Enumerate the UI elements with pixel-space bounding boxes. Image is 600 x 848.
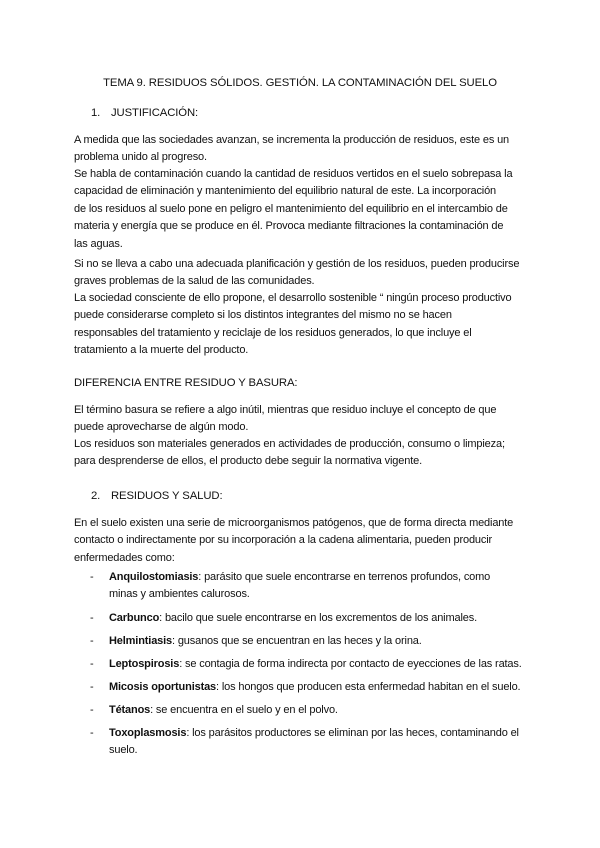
text-line: capacidad de eliminación y mantenimiento del equilibrio natural de este. La incorporación [74, 185, 497, 198]
disease-term: Anquilostomiasis [109, 571, 199, 583]
text-line: contacto o indirectamente por su incorporación a la cadena alimentaria, pueden producir [74, 534, 493, 547]
disease-description: : gusanos que se encuentran en las heces y la orina. [172, 635, 422, 647]
list-item-content [109, 569, 539, 604]
text-line: El término basura se refiere a algo inútil, mientras que residuo incluye el concepto de que [74, 404, 497, 416]
difference-paragraph-1 [74, 402, 534, 437]
bullet-dash: - [90, 612, 94, 624]
list-item-content [109, 633, 539, 650]
bullet-dash: - [90, 727, 94, 739]
text-line [109, 656, 539, 673]
disease-description: : los hongos que producen esta enfermedad habitan en el suelo. [216, 681, 521, 693]
disease-term: Carbunco [109, 612, 160, 624]
text-line: puede considerarse completo si los distintos integrantes del mismo no se hacen [74, 309, 452, 322]
text-line: materia y energía que se produce en él. Provoca mediante filtraciones la contaminación de [74, 220, 504, 233]
disease-description: : los parásitos productores se eliminan por las heces, contaminando el [186, 727, 519, 739]
text-line [109, 725, 539, 742]
text-line: responsables del tratamiento y reciclaje de los residuos generados, lo que incluye el [74, 326, 472, 339]
text-line [109, 702, 539, 719]
text-line: puede aprovecharse de algún modo. [74, 421, 249, 434]
text-line: problema unido al progreso. [74, 151, 207, 164]
text-line: tratamiento a la muerte del producto. [74, 344, 249, 357]
text-line: de los residuos al suelo pone en peligro el mantenimiento del equilibrio en el intercambio de [74, 202, 508, 215]
disease-term: Micosis oportunistas [109, 681, 217, 693]
disease-term: Leptospirosis [109, 658, 180, 670]
health-intro-paragraph [74, 515, 534, 567]
section-2-heading [91, 490, 223, 502]
text-line: suelo. [109, 744, 138, 757]
section-1-heading [91, 107, 198, 119]
section-2-number: 2. [91, 490, 101, 502]
text-line: En el suelo existen una serie de microorganismos patógenos, que de forma directa mediante [74, 517, 514, 529]
document-title: TEMA 9. RESIDUOS SÓLIDOS. GESTIÓN. LA CONTAMINACIÓN DEL SUELO [103, 77, 497, 89]
justification-paragraph-3 [74, 256, 534, 291]
text-line: Los residuos son materiales generados en actividades de producción, consumo o limpieza; [74, 438, 505, 450]
text-line [109, 569, 539, 586]
text-line [109, 633, 539, 650]
disease-description: : parásito que suele encontrarse en terrenos profundos, como [198, 571, 491, 583]
justification-paragraph-1 [74, 132, 534, 167]
text-line: Se habla de contaminación cuando la cantidad de residuos vertidos en el suelo sobrepasa la [74, 168, 513, 180]
disease-description: : bacilo que suele encontrarse en los excrementos de los animales. [159, 612, 477, 624]
text-line: A medida que las sociedades avanzan, se incrementa la producción de residuos, este es un [74, 134, 510, 146]
text-line: minas y ambientes calurosos. [109, 588, 250, 601]
disease-description: : se contagia de forma indirecta por contacto de eyecciones de las ratas. [179, 658, 522, 670]
section-1-number: 1. [91, 107, 101, 119]
list-item-content [109, 702, 539, 719]
text-line: las aguas. [74, 237, 123, 250]
justification-paragraph-4 [74, 290, 534, 360]
text-line: La sociedad consciente de ello propone, el desarrollo sostenible “ ningún proceso productivo [74, 292, 512, 304]
list-item-content [109, 656, 539, 673]
bullet-dash: - [90, 635, 94, 647]
bullet-dash: - [90, 658, 94, 670]
bullet-dash: - [90, 571, 94, 583]
list-item-content [109, 679, 539, 696]
text-line [109, 610, 539, 627]
disease-description: : se encuentra en el suelo y en el polvo. [150, 704, 338, 716]
bullet-dash: - [90, 681, 94, 693]
difference-paragraph-2 [74, 436, 534, 471]
text-line: enfermedades como: [74, 551, 175, 564]
disease-term: Toxoplasmosis [109, 727, 187, 739]
text-line: Si no se lleva a cabo una adecuada planificación y gestión de los residuos, pueden producirse [74, 258, 520, 270]
section-1-title: JUSTIFICACIÓN: [111, 107, 199, 119]
text-line: graves problemas de la salud de las comunidades. [74, 275, 315, 288]
list-item-content [109, 610, 539, 627]
list-item-content [109, 725, 539, 760]
text-line: para desprenderse de ellos, el producto debe seguir la normativa vigente. [74, 455, 422, 468]
disease-term: Tétanos [109, 704, 151, 716]
text-line [109, 679, 539, 696]
justification-paragraph-2 [74, 166, 534, 253]
difference-heading: DIFERENCIA ENTRE RESIDUO Y BASURA: [74, 377, 298, 389]
disease-term: Helmintiasis [109, 635, 173, 647]
section-2-title: RESIDUOS Y SALUD: [111, 490, 223, 502]
bullet-dash: - [90, 704, 94, 716]
